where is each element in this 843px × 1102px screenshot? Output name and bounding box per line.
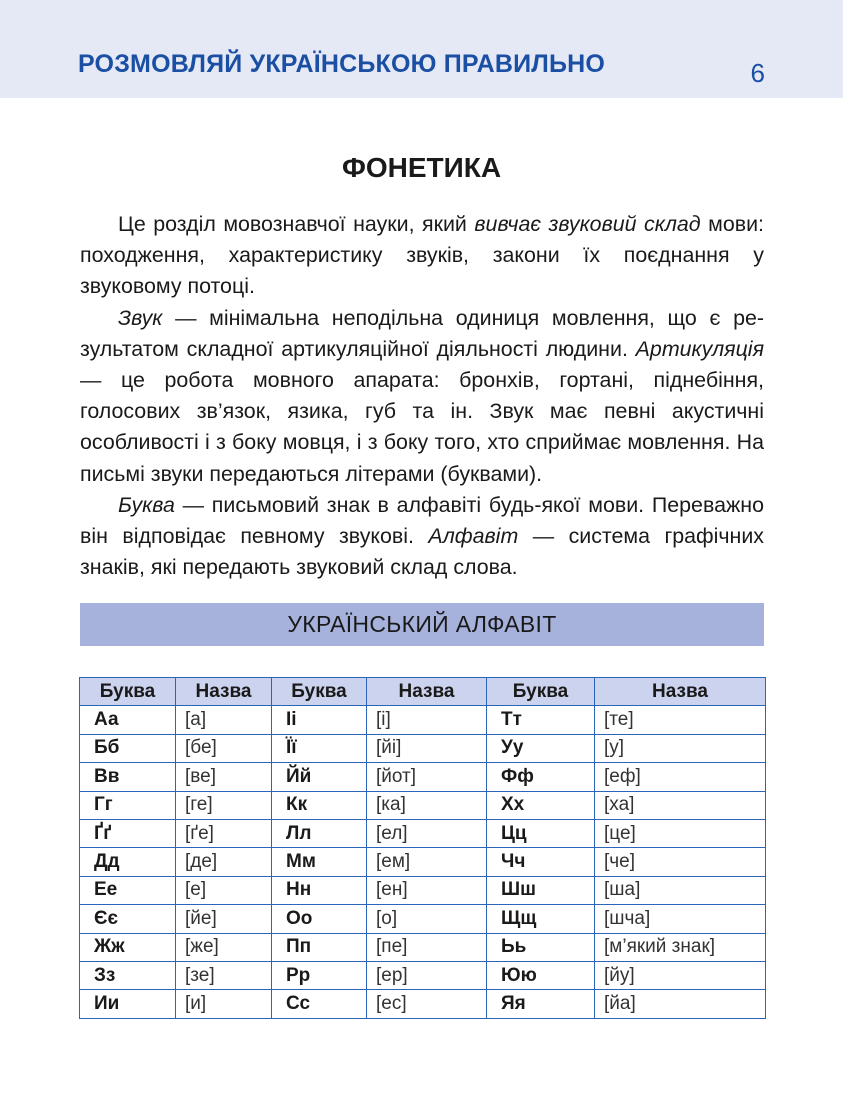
text-run: — система графічних знаків, які передають звуковий склад слова. bbox=[80, 524, 764, 580]
text-run: — це робота мовного апарата: бронхів, гортані, піднебіння, голосових зв’язок, язика, губ та ін. Звук має певні акустичні особливості і з боку мовця, і з боку того, хто сприймає мовлення. На письмі звуки передаються літерами (буквами). bbox=[80, 368, 764, 486]
letter-name-cell: [и] bbox=[176, 990, 272, 1018]
alphabet-title: УКРАЇНСЬКИЙ АЛФАВІТ bbox=[80, 603, 764, 646]
letter-cell: Йй bbox=[272, 763, 367, 791]
table-row bbox=[80, 734, 766, 762]
letter-name-cell: [е] bbox=[176, 876, 272, 904]
letter-cell: Чч bbox=[487, 848, 595, 876]
letter-name-cell: [зе] bbox=[176, 961, 272, 989]
letter-cell: Щщ bbox=[487, 905, 595, 933]
letter-name-cell: [йу] bbox=[595, 961, 766, 989]
letter-cell: Ии bbox=[80, 990, 176, 1018]
table-row bbox=[80, 763, 766, 791]
letter-cell: Цц bbox=[487, 819, 595, 847]
body-text bbox=[80, 209, 764, 583]
table-row bbox=[80, 961, 766, 989]
column-header: Буква bbox=[272, 678, 367, 706]
letter-cell: Єє bbox=[80, 905, 176, 933]
letter-cell: Її bbox=[272, 734, 367, 762]
letter-cell: Аа bbox=[80, 706, 176, 734]
letter-name-cell: [ен] bbox=[367, 876, 487, 904]
column-header: Буква bbox=[487, 678, 595, 706]
letter-cell: Жж bbox=[80, 933, 176, 961]
letter-cell: Ее bbox=[80, 876, 176, 904]
letter-cell: Оо bbox=[272, 905, 367, 933]
letter-cell: Нн bbox=[272, 876, 367, 904]
section-title: ФОНЕТИКА bbox=[341, 152, 502, 183]
letter-name-cell: [а] bbox=[176, 706, 272, 734]
table-row bbox=[80, 791, 766, 819]
table-row bbox=[80, 876, 766, 904]
letter-name-cell: [те] bbox=[595, 706, 766, 734]
letter-cell: Кк bbox=[272, 791, 367, 819]
letter-name-cell: [ха] bbox=[595, 791, 766, 819]
header-title: РОЗМОВЛЯЙ УКРАЇНСЬКОЮ ПРАВИЛЬНО bbox=[78, 50, 606, 78]
letter-name-cell: [у] bbox=[595, 734, 766, 762]
letter-cell: Хх bbox=[487, 791, 595, 819]
term-alphabet: Алфавіт bbox=[428, 524, 519, 549]
letter-name-cell: [де] bbox=[176, 848, 272, 876]
term-articulation: Артикуляція bbox=[635, 336, 764, 361]
letter-cell: Ґґ bbox=[80, 819, 176, 847]
term-sound: Звук bbox=[118, 305, 163, 330]
letter-name-cell: [шча] bbox=[595, 905, 766, 933]
letter-cell: Тт bbox=[487, 706, 595, 734]
table-row bbox=[80, 819, 766, 847]
letter-name-cell: [це] bbox=[595, 819, 766, 847]
letter-cell: Шш bbox=[487, 876, 595, 904]
letter-name-cell: [м’який знак] bbox=[595, 933, 766, 961]
letter-cell: Рр bbox=[272, 961, 367, 989]
letter-name-cell: [йа] bbox=[595, 990, 766, 1018]
table-header-row bbox=[80, 678, 766, 706]
paragraph-intro bbox=[80, 209, 764, 303]
table-row bbox=[80, 848, 766, 876]
table-row bbox=[80, 905, 766, 933]
letter-cell: Гг bbox=[80, 791, 176, 819]
letter-name-cell: [пе] bbox=[367, 933, 487, 961]
table-row bbox=[80, 990, 766, 1018]
letter-name-cell: [ес] bbox=[367, 990, 487, 1018]
letter-cell: Вв bbox=[80, 763, 176, 791]
letter-cell: Бб bbox=[80, 734, 176, 762]
letter-cell: Юю bbox=[487, 961, 595, 989]
table-row bbox=[80, 933, 766, 961]
letter-cell: Яя bbox=[487, 990, 595, 1018]
letter-name-cell: [ша] bbox=[595, 876, 766, 904]
paragraph-letter bbox=[80, 490, 764, 584]
letter-name-cell: [ел] bbox=[367, 819, 487, 847]
letter-name-cell: [ем] bbox=[367, 848, 487, 876]
letter-name-cell: [ве] bbox=[176, 763, 272, 791]
letter-name-cell: [ге] bbox=[176, 791, 272, 819]
text-run: мови: походження, характеристику звуків, закони їх поєднання у звуковому потоці. bbox=[80, 212, 764, 299]
column-header: Назва bbox=[367, 678, 487, 706]
text-run: — письмовий знак в алфавіті будь-якої мови. Переважно він відповідає певному звукові. bbox=[80, 492, 764, 549]
letter-name-cell: [йот] bbox=[367, 763, 487, 791]
letter-name-cell: [йі] bbox=[367, 734, 487, 762]
letter-name-cell: [йе] bbox=[176, 905, 272, 933]
text-run: Це розділ мовознавчої науки, який bbox=[118, 212, 475, 236]
letter-cell: Мм bbox=[272, 848, 367, 876]
letter-name-cell: [еф] bbox=[595, 763, 766, 791]
letter-name-cell: [і] bbox=[367, 706, 487, 734]
alphabet-table bbox=[79, 677, 766, 1019]
emphasis-text: вивчає звуковий склад bbox=[474, 212, 701, 236]
page-number: 6 bbox=[750, 58, 765, 88]
letter-cell: Ьь bbox=[487, 933, 595, 961]
letter-name-cell: [же] bbox=[176, 933, 272, 961]
column-header: Буква bbox=[80, 678, 176, 706]
paragraph-sound bbox=[80, 303, 764, 490]
letter-name-cell: [ґе] bbox=[176, 819, 272, 847]
column-header: Назва bbox=[595, 678, 766, 706]
letter-cell: Уу bbox=[487, 734, 595, 762]
letter-cell: Іі bbox=[272, 706, 367, 734]
alphabet-table-body bbox=[80, 706, 766, 1018]
letter-name-cell: [о] bbox=[367, 905, 487, 933]
table-row bbox=[80, 706, 766, 734]
letter-cell: Лл bbox=[272, 819, 367, 847]
letter-name-cell: [че] bbox=[595, 848, 766, 876]
term-letter: Буква bbox=[118, 492, 175, 517]
letter-name-cell: [ер] bbox=[367, 961, 487, 989]
column-header: Назва bbox=[176, 678, 272, 706]
letter-cell: Фф bbox=[487, 763, 595, 791]
letter-cell: Дд bbox=[80, 848, 176, 876]
page-header bbox=[0, 0, 843, 98]
letter-cell: Пп bbox=[272, 933, 367, 961]
letter-cell: Зз bbox=[80, 961, 176, 989]
letter-name-cell: [бе] bbox=[176, 734, 272, 762]
letter-cell: Сс bbox=[272, 990, 367, 1018]
letter-name-cell: [ка] bbox=[367, 791, 487, 819]
text-run: — мінімальна неподільна одиниця мовлення, що є результатом складної артикуляційної діяльності людини. bbox=[80, 305, 764, 361]
